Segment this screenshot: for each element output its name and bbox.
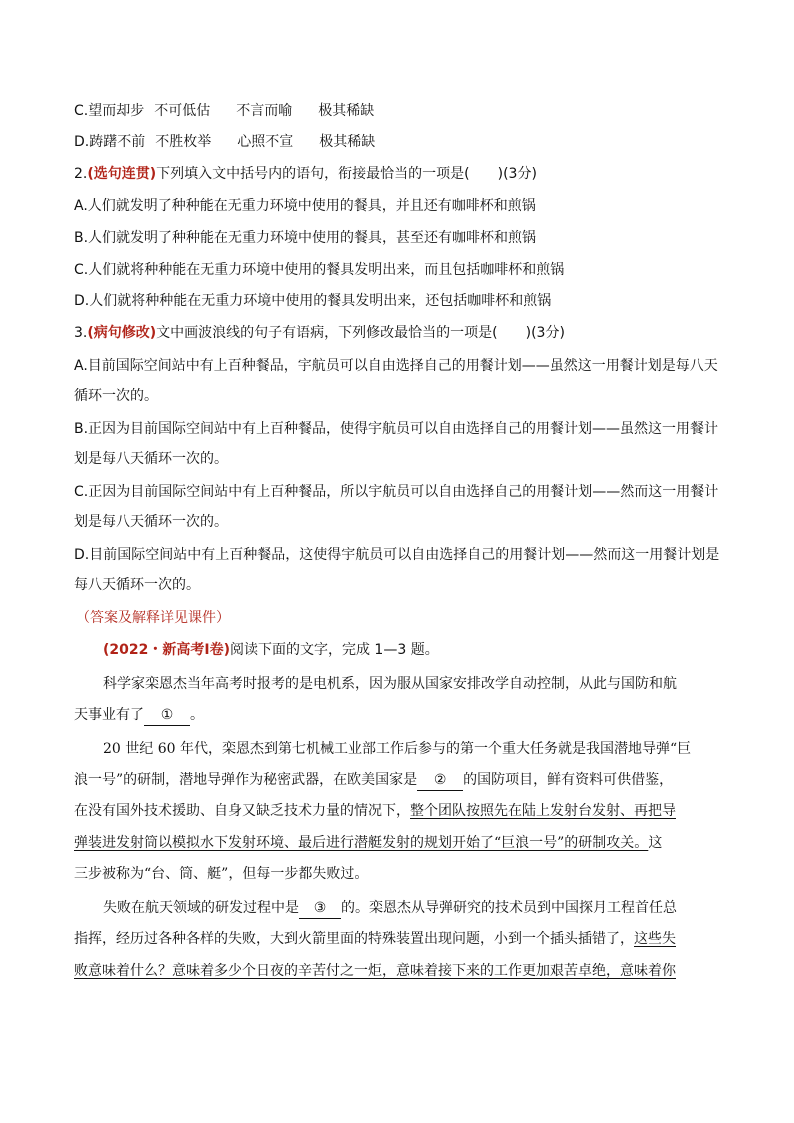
underlined-sentence-part4: 败意味着什么？意味着多少个日夜的辛苦付之一炬，意味着接下来的工作更加艰苦卓绝，意味着你 bbox=[74, 963, 676, 979]
q3-option-b-line1: B.正因为目前国际空间站中有上百种餐品，使得宇航员可以自由选择自己的用餐计划——虽然这一用餐计 bbox=[74, 421, 719, 437]
q2-tag: (选句连贯) bbox=[87, 166, 157, 182]
passage-p1-line1: 科学家栾恩杰当年高考时报考的是电机系，因为服从国家安排改学自动控制，从此与国防和航 bbox=[103, 676, 677, 692]
passage-p3-line1: 失败在航天领域的研发过程中是 ③ 的。栾恩杰从导弹研究的技术员到中国探月工程首任总 bbox=[103, 898, 677, 919]
answer-note: （答案及解释详见课件） bbox=[76, 610, 230, 626]
q3-option-c-line1: C.正因为目前国际空间站中有上百种餐品，所以宇航员可以自由选择自己的用餐计划——然而这一用餐计 bbox=[74, 484, 719, 500]
q2-option-c: C.人们就将种种能在无重力环境中使用的餐具发明出来，而且包括咖啡杯和煎锅 bbox=[74, 262, 565, 278]
blank-3: ③ bbox=[299, 898, 341, 919]
q3-stem: 3.(病句修改)文中画波浪线的句子有语病，下列修改最恰当的一项是( )(3分) bbox=[74, 325, 565, 341]
passage-p2-line1: 20 世纪 60 年代，栾恩杰到第七机械工业部工作后参与的第一个重大任务就是我国潜地导弹“巨 bbox=[103, 741, 692, 757]
q3-option-a-line1: A.目前国际空间站中有上百种餐品，宇航员可以自由选择自己的用餐计划——虽然这一用餐计划是每八天 bbox=[74, 358, 718, 374]
q3-option-d-line1: D.目前国际空间站中有上百种餐品，这使得宇航员可以自由选择自己的用餐计划——然而这一用餐计划是 bbox=[74, 547, 720, 563]
q3-option-d-line2: 每八天循环一次的。 bbox=[74, 577, 200, 593]
q2-option-d: D.人们就将种种能在无重力环境中使用的餐具发明出来，还包括咖啡杯和煎锅 bbox=[74, 293, 552, 309]
underlined-sentence-part2: 弹装进发射筒以模拟水下发射环境、最后进行潜艇发射的规划开始了“巨浪一号”的研制攻关。 bbox=[74, 835, 649, 851]
passage-p2-line2: 浪一号”的研制，潜地导弹作为秘密武器，在欧美国家是 ② 的国防项目，鲜有资料可供借鉴， bbox=[74, 770, 673, 791]
q1-option-d: D.踌躇不前 不胜枚举 心照不宣 极其稀缺 bbox=[74, 134, 376, 150]
q2-stem: 2.(选句连贯)下列填入文中括号内的语句，衔接最恰当的一项是( )(3分) bbox=[74, 166, 537, 182]
q3-option-b-line2: 划是每八天循环一次的。 bbox=[74, 451, 228, 467]
blank-2: ② bbox=[417, 770, 463, 791]
reading-header: (2022・新高考Ⅰ卷)阅读下面的文字，完成 1—3 题。 bbox=[103, 642, 439, 658]
passage-p3-line2: 指挥，经历过各种各样的失败，大到火箭里面的特殊装置出现问题，小到一个插头插错了，这些失 bbox=[74, 931, 676, 947]
passage-p3-line3 bbox=[74, 961, 676, 981]
q1-option-c: C.望而却步 不可低估 不言而喻 极其稀缺 bbox=[74, 103, 375, 119]
passage-p2-line3: 在没有国外技术援助、自身又缺乏技术力量的情况下，整个团队按照先在陆上发射台发射、再把导 bbox=[74, 803, 676, 819]
reading-source: (2022・新高考Ⅰ卷) bbox=[103, 642, 230, 658]
q3-option-a-line2: 循环一次的。 bbox=[74, 388, 158, 404]
q3-tag: (病句修改) bbox=[87, 325, 157, 341]
underlined-sentence-part3: 这些失 bbox=[634, 931, 676, 947]
underlined-sentence-part1: 整个团队按照先在陆上发射台发射、再把导 bbox=[410, 803, 676, 819]
passage-p2-line5: 三步被称为“台、筒、艇”，但每一步都失败过。 bbox=[74, 866, 369, 882]
passage-p2-line4: 弹装进发射筒以模拟水下发射环境、最后进行潜艇发射的规划开始了“巨浪一号”的研制攻关。这 bbox=[74, 835, 663, 851]
q2-option-b: B.人们就发明了种种能在无重力环境中使用的餐具，甚至还有咖啡杯和煎锅 bbox=[74, 230, 537, 246]
passage-p1-line2: 天事业有了 ① 。 bbox=[74, 705, 204, 726]
blank-1: ① bbox=[144, 705, 190, 726]
q2-option-a: A.人们就发明了种种能在无重力环境中使用的餐具，并且还有咖啡杯和煎锅 bbox=[74, 198, 536, 214]
q3-option-c-line2: 划是每八天循环一次的。 bbox=[74, 514, 228, 530]
